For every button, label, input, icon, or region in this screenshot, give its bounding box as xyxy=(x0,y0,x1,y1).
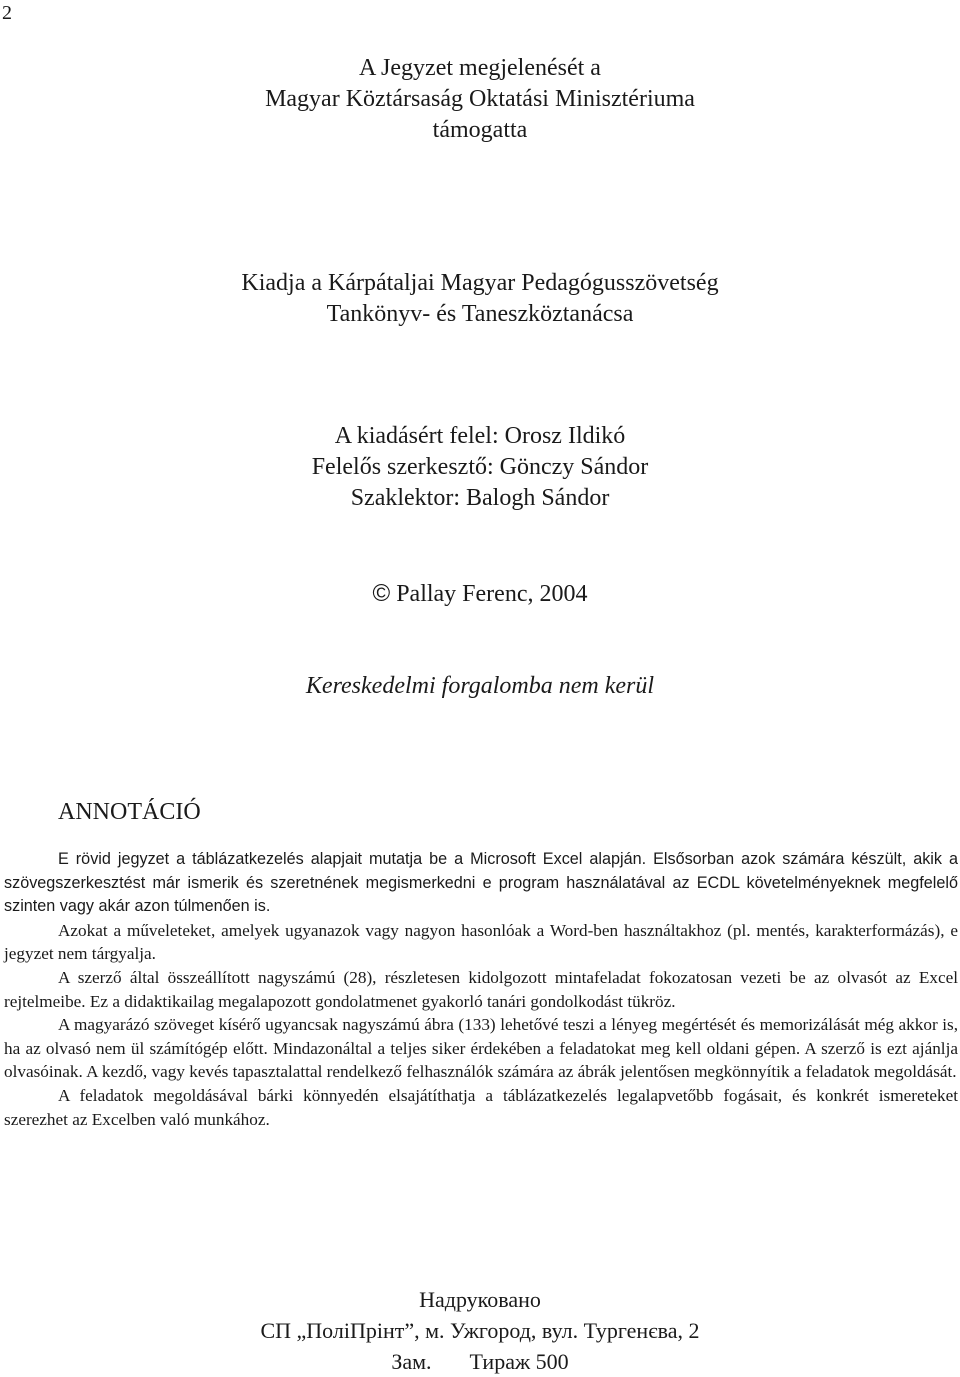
publisher-statement xyxy=(0,268,960,330)
annotation-paragraph: A magyarázó szöveget kísérő ugyancsak nagyszámú ábra (133) lehetővé teszi a lényeg megértését és memorizálását még akkor is, ha az olvasó nem ül számítógép előtt. Mindazonáltal a teljes siker érdekében a feladatokat meg kell oldani gépen. A szerző is ezt ajánlja olvasóinak. A kezdő, vagy kevés tapasztalattal rendelkező felhasználók számára az ábrák jelentősen megkönnyítik a feladatok megoldását. xyxy=(4,1015,958,1082)
copyright-line xyxy=(0,578,960,610)
credit-line-lector: Szaklektor: Balogh Sándor xyxy=(350,485,610,511)
imprint-order: Зам. xyxy=(391,1349,432,1374)
support-line: támogatta xyxy=(432,117,528,143)
annotation-paragraph: E rövid jegyzet a táblázatkezelés alapjait mutatja be a Microsoft Excel alapján. Elsősorban azok számára készült, akik a szövegszerkesztést már ismerik és szeretnének megismerkedni e program használatával az ECDL követelményeknek megfelelő szinten vagy akár azon túlmenően is. xyxy=(4,850,958,916)
imprint-print-run: Тираж 500 xyxy=(469,1349,569,1374)
publisher-line: Kiadja a Kárpátaljai Magyar Pedagógusszövetség xyxy=(241,270,719,296)
credits-block xyxy=(0,421,960,514)
annotation-paragraph: A feladatok megoldásával bárki könnyedén elsajátíthatja a táblázatkezelés legalapvetőbb fogásait, és konkrét ismereteket szerezhet az Excelben való munkához. xyxy=(4,1085,958,1129)
credit-line-publisher-responsible: A kiadásért felel: Orosz Ildikó xyxy=(334,423,626,449)
credit-line-editor: Felelős szerkesztő: Gönczy Sándor xyxy=(311,454,649,480)
support-statement xyxy=(0,53,960,146)
annotation-heading: ANNOTÁCIÓ xyxy=(58,799,201,825)
copyright-text: Pallay Ferenc, 2004 xyxy=(396,581,588,607)
annotation-paragraph: Azokat a műveleteket, amelyek ugyanazok vagy nagyon hasonlóak a Word-ben használtakhoz (pl. mentés, karakterformázás), e jegyzet nem tárgyalja. xyxy=(4,920,958,964)
not-for-sale-notice: Kereskedelmi forgalomba nem kerül xyxy=(305,673,655,699)
support-line: A Jegyzet megjelenését a xyxy=(359,55,601,81)
page-number: 2 xyxy=(2,2,12,24)
annotation-paragraph: A szerző által összeállított nagyszámú (28), részletesen kidolgozott mintafeladat fokozatosan vezeti be az olvasót az Excel rejtelmeibe. Ez a didaktikailag megalapozott gondolatmenet gyakorló tanári gondolkodást tükröz. xyxy=(4,967,958,1011)
imprint-order-line xyxy=(0,1346,960,1377)
support-line: Magyar Köztársaság Oktatási Minisztériuma xyxy=(265,86,695,112)
imprint-printed-label: Надруковано xyxy=(419,1287,541,1312)
imprint-printer: СП „ПоліПрінт”, м. Ужгород, вул. Тургенєва, 2 xyxy=(260,1318,700,1343)
copyright-icon: © xyxy=(372,580,391,607)
annotation-body xyxy=(4,848,958,1131)
imprint-block xyxy=(0,1284,960,1377)
publisher-line: Tankönyv- és Taneszköztanácsa xyxy=(326,301,634,327)
